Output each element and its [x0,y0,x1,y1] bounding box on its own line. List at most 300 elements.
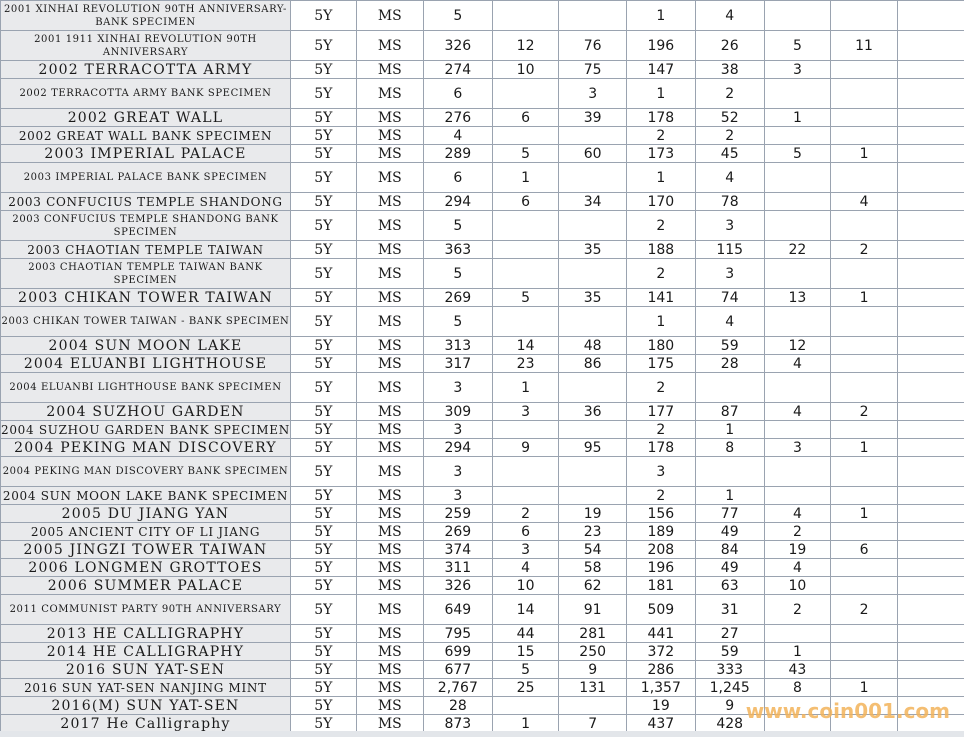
years-cell[interactable]: 5Y [290,1,356,31]
total-cell[interactable]: 5 [423,211,492,241]
grade-cell[interactable]: MS [356,61,423,79]
coin-name-cell[interactable]: 2003 IMPERIAL PALACE [1,145,291,163]
grade-count-cell[interactable] [764,625,831,643]
grade-cell[interactable]: MS [356,1,423,31]
empty-cell[interactable] [897,193,964,211]
grade-count-cell[interactable]: 14 [492,595,559,625]
grade-count-cell[interactable]: 3 [626,457,695,487]
grade-count-cell[interactable] [764,259,831,289]
years-cell[interactable]: 5Y [290,625,356,643]
grade-count-cell[interactable] [764,487,831,505]
years-cell[interactable]: 5Y [290,241,356,259]
empty-cell[interactable] [897,439,964,457]
empty-cell[interactable] [897,505,964,523]
coin-name-cell[interactable]: 2011 COMMUNIST PARTY 90TH ANNIVERSARY [1,595,291,625]
grade-count-cell[interactable]: 43 [764,661,831,679]
grade-count-cell[interactable] [831,625,898,643]
years-cell[interactable]: 5Y [290,541,356,559]
grade-count-cell[interactable]: 44 [492,625,559,643]
grade-count-cell[interactable] [492,421,559,439]
years-cell[interactable]: 5Y [290,661,356,679]
coin-name-cell[interactable]: 2004 PEKING MAN DISCOVERY BANK SPECIMEN [1,457,291,487]
years-cell[interactable]: 5Y [290,337,356,355]
grade-cell[interactable]: MS [356,541,423,559]
grade-count-cell[interactable]: 5 [764,145,831,163]
empty-cell[interactable] [897,661,964,679]
grade-count-cell[interactable]: 62 [559,577,627,595]
grade-count-cell[interactable]: 54 [559,541,627,559]
years-cell[interactable]: 5Y [290,457,356,487]
years-cell[interactable]: 5Y [290,715,356,733]
grade-count-cell[interactable]: 2 [695,127,764,145]
grade-count-cell[interactable]: 156 [626,505,695,523]
grade-count-cell[interactable]: 5 [492,289,559,307]
grade-count-cell[interactable]: 1 [626,1,695,31]
grade-count-cell[interactable]: 59 [695,337,764,355]
coin-name-cell[interactable]: 2006 SUMMER PALACE [1,577,291,595]
grade-count-cell[interactable]: 2 [626,421,695,439]
grade-count-cell[interactable] [559,307,627,337]
empty-cell[interactable] [897,559,964,577]
coin-name-cell[interactable]: 2016 SUN YAT-SEN NANJING MINT [1,679,291,697]
grade-count-cell[interactable]: 84 [695,541,764,559]
grade-cell[interactable]: MS [356,523,423,541]
total-cell[interactable]: 276 [423,109,492,127]
grade-count-cell[interactable]: 208 [626,541,695,559]
grade-count-cell[interactable] [831,577,898,595]
grade-cell[interactable]: MS [356,577,423,595]
grade-count-cell[interactable]: 8 [764,679,831,697]
grade-count-cell[interactable]: 91 [559,595,627,625]
coin-name-cell[interactable]: 2002 TERRACOTTA ARMY [1,61,291,79]
grade-count-cell[interactable]: 23 [492,355,559,373]
grade-count-cell[interactable]: 2 [626,487,695,505]
grade-count-cell[interactable]: 34 [559,193,627,211]
total-cell[interactable]: 313 [423,337,492,355]
grade-count-cell[interactable]: 3 [559,79,627,109]
coin-name-cell[interactable]: 2004 SUN MOON LAKE BANK SPECIMEN [1,487,291,505]
coin-name-cell[interactable]: 2004 PEKING MAN DISCOVERY [1,439,291,457]
total-cell[interactable]: 873 [423,715,492,733]
coin-name-cell[interactable]: 2002 GREAT WALL [1,109,291,127]
grade-count-cell[interactable]: 25 [492,679,559,697]
total-cell[interactable]: 3 [423,421,492,439]
grade-count-cell[interactable]: 52 [695,109,764,127]
grade-count-cell[interactable] [695,457,764,487]
grade-count-cell[interactable]: 10 [492,577,559,595]
grade-count-cell[interactable] [831,307,898,337]
grade-count-cell[interactable]: 1 [492,373,559,403]
grade-cell[interactable]: MS [356,505,423,523]
grade-count-cell[interactable] [492,127,559,145]
grade-count-cell[interactable]: 27 [695,625,764,643]
grade-count-cell[interactable]: 2 [626,373,695,403]
grade-count-cell[interactable] [492,697,559,715]
grade-count-cell[interactable]: 2 [626,211,695,241]
coin-name-cell[interactable]: 2003 CONFUCIUS TEMPLE SHANDONG [1,193,291,211]
years-cell[interactable]: 5Y [290,307,356,337]
grade-cell[interactable]: MS [356,625,423,643]
grade-cell[interactable]: MS [356,403,423,421]
empty-cell[interactable] [897,241,964,259]
coin-name-cell[interactable]: 2003 CONFUCIUS TEMPLE SHANDONG BANK SPECIMEN [1,211,291,241]
grade-count-cell[interactable]: 22 [764,241,831,259]
total-cell[interactable]: 309 [423,403,492,421]
years-cell[interactable]: 5Y [290,31,356,61]
grade-count-cell[interactable] [764,193,831,211]
years-cell[interactable]: 5Y [290,109,356,127]
grade-count-cell[interactable] [831,127,898,145]
coin-name-cell[interactable]: 2013 HE CALLIGRAPHY [1,625,291,643]
grade-count-cell[interactable]: 441 [626,625,695,643]
grade-count-cell[interactable]: 3 [764,61,831,79]
grade-cell[interactable]: MS [356,211,423,241]
grade-count-cell[interactable] [492,457,559,487]
total-cell[interactable]: 311 [423,559,492,577]
grade-count-cell[interactable] [831,355,898,373]
empty-cell[interactable] [897,79,964,109]
grade-count-cell[interactable]: 23 [559,523,627,541]
grade-count-cell[interactable]: 77 [695,505,764,523]
years-cell[interactable]: 5Y [290,403,356,421]
coin-name-cell[interactable]: 2003 CHIKAN TOWER TAIWAN [1,289,291,307]
grade-count-cell[interactable] [559,487,627,505]
grade-count-cell[interactable]: 35 [559,289,627,307]
total-cell[interactable]: 5 [423,259,492,289]
grade-count-cell[interactable] [831,373,898,403]
empty-cell[interactable] [897,61,964,79]
grade-count-cell[interactable] [559,259,627,289]
coin-name-cell[interactable]: 2002 GREAT WALL BANK SPECIMEN [1,127,291,145]
grade-count-cell[interactable]: 196 [626,31,695,61]
grade-count-cell[interactable]: 147 [626,61,695,79]
grade-count-cell[interactable] [831,457,898,487]
grade-count-cell[interactable]: 3 [492,541,559,559]
grade-count-cell[interactable]: 509 [626,595,695,625]
grade-count-cell[interactable]: 49 [695,559,764,577]
years-cell[interactable]: 5Y [290,289,356,307]
grade-count-cell[interactable] [831,559,898,577]
grade-count-cell[interactable]: 39 [559,109,627,127]
empty-cell[interactable] [897,625,964,643]
total-cell[interactable]: 677 [423,661,492,679]
grade-cell[interactable]: MS [356,163,423,193]
grade-cell[interactable]: MS [356,643,423,661]
grade-count-cell[interactable] [492,211,559,241]
years-cell[interactable]: 5Y [290,193,356,211]
total-cell[interactable]: 326 [423,577,492,595]
years-cell[interactable]: 5Y [290,643,356,661]
grade-count-cell[interactable]: 26 [695,31,764,61]
grade-count-cell[interactable]: 372 [626,643,695,661]
grade-cell[interactable]: MS [356,421,423,439]
years-cell[interactable]: 5Y [290,355,356,373]
grade-count-cell[interactable]: 1 [831,679,898,697]
grade-count-cell[interactable]: 1 [764,109,831,127]
total-cell[interactable]: 649 [423,595,492,625]
empty-cell[interactable] [897,595,964,625]
grade-count-cell[interactable] [559,421,627,439]
grade-count-cell[interactable]: 1 [626,163,695,193]
grade-count-cell[interactable]: 1 [626,79,695,109]
total-cell[interactable]: 795 [423,625,492,643]
years-cell[interactable]: 5Y [290,697,356,715]
grade-count-cell[interactable]: 48 [559,337,627,355]
grade-count-cell[interactable]: 1 [831,289,898,307]
grade-count-cell[interactable]: 178 [626,109,695,127]
grade-count-cell[interactable]: 6 [492,193,559,211]
empty-cell[interactable] [897,31,964,61]
grade-count-cell[interactable]: 1 [831,145,898,163]
grade-count-cell[interactable]: 11 [831,31,898,61]
grade-count-cell[interactable]: 19 [626,697,695,715]
empty-cell[interactable] [897,307,964,337]
grade-count-cell[interactable] [831,337,898,355]
grade-count-cell[interactable]: 286 [626,661,695,679]
grade-count-cell[interactable]: 4 [764,403,831,421]
grade-count-cell[interactable] [764,457,831,487]
total-cell[interactable]: 3 [423,457,492,487]
grade-count-cell[interactable]: 2 [626,127,695,145]
grade-cell[interactable]: MS [356,289,423,307]
total-cell[interactable]: 317 [423,355,492,373]
empty-cell[interactable] [897,109,964,127]
grade-count-cell[interactable] [831,421,898,439]
grade-count-cell[interactable]: 1 [695,487,764,505]
empty-cell[interactable] [897,289,964,307]
grade-cell[interactable]: MS [356,337,423,355]
grade-count-cell[interactable]: 5 [764,31,831,61]
years-cell[interactable]: 5Y [290,79,356,109]
grade-count-cell[interactable]: 15 [492,643,559,661]
grade-count-cell[interactable]: 78 [695,193,764,211]
grade-count-cell[interactable]: 10 [764,577,831,595]
coin-name-cell[interactable]: 2003 IMPERIAL PALACE BANK SPECIMEN [1,163,291,193]
grade-count-cell[interactable]: 12 [492,31,559,61]
years-cell[interactable]: 5Y [290,439,356,457]
grade-count-cell[interactable]: 63 [695,577,764,595]
coin-name-cell[interactable]: 2016(M) SUN YAT-SEN [1,697,291,715]
total-cell[interactable]: 294 [423,193,492,211]
grade-count-cell[interactable]: 1 [492,163,559,193]
grade-cell[interactable]: MS [356,559,423,577]
grade-count-cell[interactable]: 1 [831,439,898,457]
total-cell[interactable]: 294 [423,439,492,457]
grade-count-cell[interactable]: 3 [695,259,764,289]
grade-count-cell[interactable]: 333 [695,661,764,679]
years-cell[interactable]: 5Y [290,421,356,439]
empty-cell[interactable] [897,541,964,559]
total-cell[interactable]: 5 [423,307,492,337]
grade-cell[interactable]: MS [356,679,423,697]
years-cell[interactable]: 5Y [290,145,356,163]
grade-count-cell[interactable]: 2 [695,79,764,109]
empty-cell[interactable] [897,163,964,193]
grade-count-cell[interactable]: 14 [492,337,559,355]
grade-count-cell[interactable]: 49 [695,523,764,541]
grade-cell[interactable]: MS [356,355,423,373]
grade-count-cell[interactable]: 189 [626,523,695,541]
grade-count-cell[interactable]: 2 [492,505,559,523]
grade-count-cell[interactable]: 87 [695,403,764,421]
grade-count-cell[interactable]: 437 [626,715,695,733]
grade-count-cell[interactable]: 74 [695,289,764,307]
coin-name-cell[interactable]: 2004 SUZHOU GARDEN BANK SPECIMEN [1,422,290,437]
total-cell[interactable]: 3 [423,487,492,505]
grade-cell[interactable]: MS [356,193,423,211]
grade-count-cell[interactable]: 1,357 [626,679,695,697]
grade-cell[interactable]: MS [356,241,423,259]
grade-count-cell[interactable]: 141 [626,289,695,307]
grade-count-cell[interactable]: 19 [764,541,831,559]
grade-count-cell[interactable] [492,1,559,31]
grade-count-cell[interactable]: 4 [492,559,559,577]
coin-name-cell[interactable]: 2014 HE CALLIGRAPHY [1,643,291,661]
grade-count-cell[interactable]: 3 [492,403,559,421]
empty-cell[interactable] [897,421,964,439]
grade-count-cell[interactable]: 95 [559,439,627,457]
coin-name-cell[interactable]: 2004 ELUANBI LIGHTHOUSE BANK SPECIMEN [1,373,291,403]
empty-cell[interactable] [897,211,964,241]
grade-count-cell[interactable] [559,457,627,487]
grade-count-cell[interactable]: 6 [492,109,559,127]
empty-cell[interactable] [897,643,964,661]
grade-count-cell[interactable]: 4 [695,307,764,337]
empty-cell[interactable] [897,679,964,697]
grade-count-cell[interactable]: 1,245 [695,679,764,697]
grade-count-cell[interactable] [492,259,559,289]
grade-count-cell[interactable]: 281 [559,625,627,643]
total-cell[interactable]: 326 [423,31,492,61]
years-cell[interactable]: 5Y [290,163,356,193]
coin-name-cell[interactable]: 2005 JINGZI TOWER TAIWAN [1,541,291,559]
coin-name-cell[interactable]: 2004 SUZHOU GARDEN [1,403,291,421]
grade-count-cell[interactable]: 1 [492,715,559,733]
grade-count-cell[interactable] [764,1,831,31]
grade-count-cell[interactable]: 1 [764,643,831,661]
empty-cell[interactable] [897,259,964,289]
grade-count-cell[interactable]: 4 [764,505,831,523]
grade-count-cell[interactable] [831,643,898,661]
grade-count-cell[interactable]: 36 [559,403,627,421]
empty-cell[interactable] [897,523,964,541]
grade-cell[interactable]: MS [356,487,423,505]
grade-count-cell[interactable] [831,109,898,127]
grade-count-cell[interactable]: 2 [831,403,898,421]
grade-cell[interactable]: MS [356,457,423,487]
grade-count-cell[interactable]: 188 [626,241,695,259]
grade-count-cell[interactable]: 4 [831,193,898,211]
total-cell[interactable]: 4 [423,127,492,145]
grade-count-cell[interactable] [492,487,559,505]
grade-count-cell[interactable] [764,307,831,337]
grade-count-cell[interactable]: 196 [626,559,695,577]
empty-cell[interactable] [897,577,964,595]
grade-count-cell[interactable] [492,241,559,259]
grade-count-cell[interactable]: 5 [492,145,559,163]
grade-count-cell[interactable]: 45 [695,145,764,163]
grade-count-cell[interactable]: 7 [559,715,627,733]
coin-name-cell[interactable]: 2006 LONGMEN GROTTOES [1,559,291,577]
grade-count-cell[interactable] [831,661,898,679]
coin-name-cell[interactable]: 2003 CHIKAN TOWER TAIWAN - BANK SPECIMEN [1,307,291,337]
grade-cell[interactable]: MS [356,373,423,403]
total-cell[interactable]: 2,767 [423,679,492,697]
grade-count-cell[interactable] [559,211,627,241]
grade-count-cell[interactable]: 9 [559,661,627,679]
grade-count-cell[interactable] [559,373,627,403]
grade-count-cell[interactable]: 6 [831,541,898,559]
grade-count-cell[interactable]: 60 [559,145,627,163]
grade-count-cell[interactable]: 58 [559,559,627,577]
years-cell[interactable]: 5Y [290,211,356,241]
grade-cell[interactable]: MS [356,31,423,61]
grade-count-cell[interactable]: 4 [695,1,764,31]
empty-cell[interactable] [897,145,964,163]
grade-count-cell[interactable] [831,259,898,289]
years-cell[interactable]: 5Y [290,559,356,577]
grade-count-cell[interactable] [559,163,627,193]
grade-count-cell[interactable]: 250 [559,643,627,661]
grade-count-cell[interactable]: 28 [695,355,764,373]
empty-cell[interactable] [897,127,964,145]
total-cell[interactable]: 363 [423,241,492,259]
empty-cell[interactable] [897,1,964,31]
years-cell[interactable]: 5Y [290,127,356,145]
years-cell[interactable]: 5Y [290,373,356,403]
grade-count-cell[interactable]: 4 [764,355,831,373]
grade-count-cell[interactable] [831,163,898,193]
years-cell[interactable]: 5Y [290,61,356,79]
grade-count-cell[interactable] [764,211,831,241]
years-cell[interactable]: 5Y [290,523,356,541]
grade-count-cell[interactable]: 3 [764,439,831,457]
grade-count-cell[interactable] [831,61,898,79]
grade-count-cell[interactable]: 177 [626,403,695,421]
grade-count-cell[interactable]: 170 [626,193,695,211]
coin-name-cell[interactable]: 2016 SUN YAT-SEN [1,661,291,679]
total-cell[interactable]: 699 [423,643,492,661]
grade-count-cell[interactable] [764,127,831,145]
total-cell[interactable]: 289 [423,145,492,163]
grade-count-cell[interactable] [492,307,559,337]
grade-count-cell[interactable] [764,79,831,109]
grade-count-cell[interactable] [764,421,831,439]
grade-count-cell[interactable]: 175 [626,355,695,373]
grade-count-cell[interactable]: 180 [626,337,695,355]
years-cell[interactable]: 5Y [290,487,356,505]
total-cell[interactable]: 6 [423,163,492,193]
grade-count-cell[interactable] [559,127,627,145]
grade-count-cell[interactable]: 76 [559,31,627,61]
grade-count-cell[interactable] [559,697,627,715]
grade-cell[interactable]: MS [356,145,423,163]
years-cell[interactable]: 5Y [290,595,356,625]
grade-count-cell[interactable]: 13 [764,289,831,307]
grade-count-cell[interactable]: 2 [831,241,898,259]
years-cell[interactable]: 5Y [290,259,356,289]
grade-cell[interactable]: MS [356,109,423,127]
grade-count-cell[interactable] [559,1,627,31]
empty-cell[interactable] [897,337,964,355]
grade-count-cell[interactable] [831,79,898,109]
coin-name-cell[interactable]: 2004 SUN MOON LAKE [1,337,291,355]
grade-cell[interactable]: MS [356,715,423,733]
grade-count-cell[interactable]: 9 [492,439,559,457]
grade-count-cell[interactable]: 38 [695,61,764,79]
total-cell[interactable]: 274 [423,61,492,79]
grade-count-cell[interactable]: 181 [626,577,695,595]
